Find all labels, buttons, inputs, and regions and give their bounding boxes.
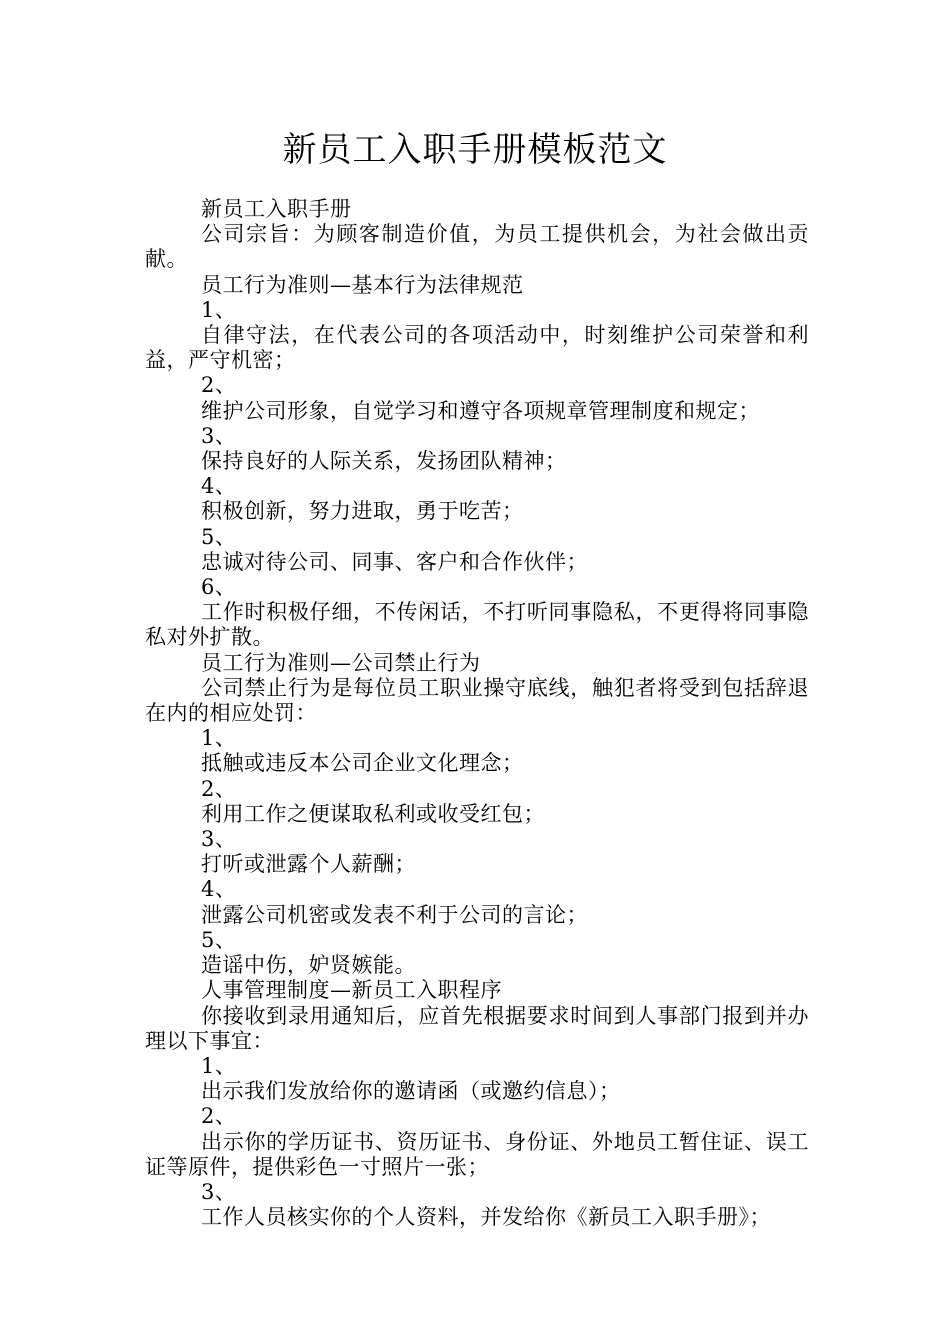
list-item: 利用工作之便谋取私利或收受红包； <box>201 801 545 826</box>
section-heading: 人事管理制度—新员工入职程序 <box>201 978 502 1003</box>
list-item: 忠诚对待公司、同事、客户和合作伙伴； <box>201 549 588 574</box>
list-item: 出示我们发放给你的邀请函（或邀约信息）； <box>201 1079 621 1104</box>
list-number: 1、 <box>201 297 237 322</box>
list-number: 2、 <box>201 373 237 398</box>
paragraph: 公司禁止行为是每位员工职业操守底线，触犯者将受到包括辞退在内的相应处罚： <box>145 675 809 726</box>
list-number: 3、 <box>201 1179 237 1204</box>
section-heading: 员工行为准则—公司禁止行为 <box>201 650 481 675</box>
list-number: 2、 <box>201 1104 237 1129</box>
list-item: 工作人员核实你的个人资料，并发给你《新员工入职手册》； <box>201 1205 771 1230</box>
section-heading: 员工行为准则—基本行为法律规范 <box>201 272 524 297</box>
list-number: 5、 <box>201 524 237 549</box>
list-item: 造谣中伤，妒贤嫉能。 <box>201 953 416 978</box>
list-number: 2、 <box>201 776 237 801</box>
list-number: 6、 <box>201 575 237 600</box>
list-item: 积极创新，努力进取，勇于吃苦； <box>201 499 524 524</box>
list-item: 抵触或违反本公司企业文化理念； <box>201 751 524 776</box>
list-item: 工作时积极仔细，不传闲话，不打听同事隐私，不更得将同事隐私对外扩散。 <box>145 600 809 650</box>
paragraph: 公司宗旨：为顾客制造价值，为员工提供机会，为社会做出贡献。 <box>145 222 809 272</box>
list-number: 1、 <box>201 726 237 751</box>
document-body <box>145 197 809 1230</box>
list-item: 自律守法，在代表公司的各项活动中，时刻维护公司荣誉和利益，严守机密； <box>145 323 809 373</box>
list-number: 3、 <box>201 827 237 852</box>
list-number: 3、 <box>201 423 237 448</box>
list-number: 1、 <box>201 1053 237 1078</box>
list-item: 泄露公司机密或发表不利于公司的言论； <box>201 902 588 927</box>
list-item: 维护公司形象，自觉学习和遵守各项规章管理制度和规定； <box>201 398 760 423</box>
document-title: 新员工入职手册模板范文 <box>282 130 668 170</box>
paragraph: 新员工入职手册 <box>201 197 352 221</box>
list-number: 4、 <box>201 877 237 902</box>
list-item: 出示你的学历证书、资历证书、身份证、外地员工暂住证、误工证等原件，提供彩色一寸照片一张； <box>145 1129 809 1179</box>
list-item: 打听或泄露个人薪酬； <box>201 852 416 877</box>
list-number: 5、 <box>201 927 237 952</box>
list-item: 保持良好的人际关系，发扬团队精神； <box>201 449 567 474</box>
list-number: 4、 <box>201 474 237 499</box>
paragraph: 你接收到录用通知后，应首先根据要求时间到人事部门报到并办理以下事宜： <box>145 1003 809 1053</box>
